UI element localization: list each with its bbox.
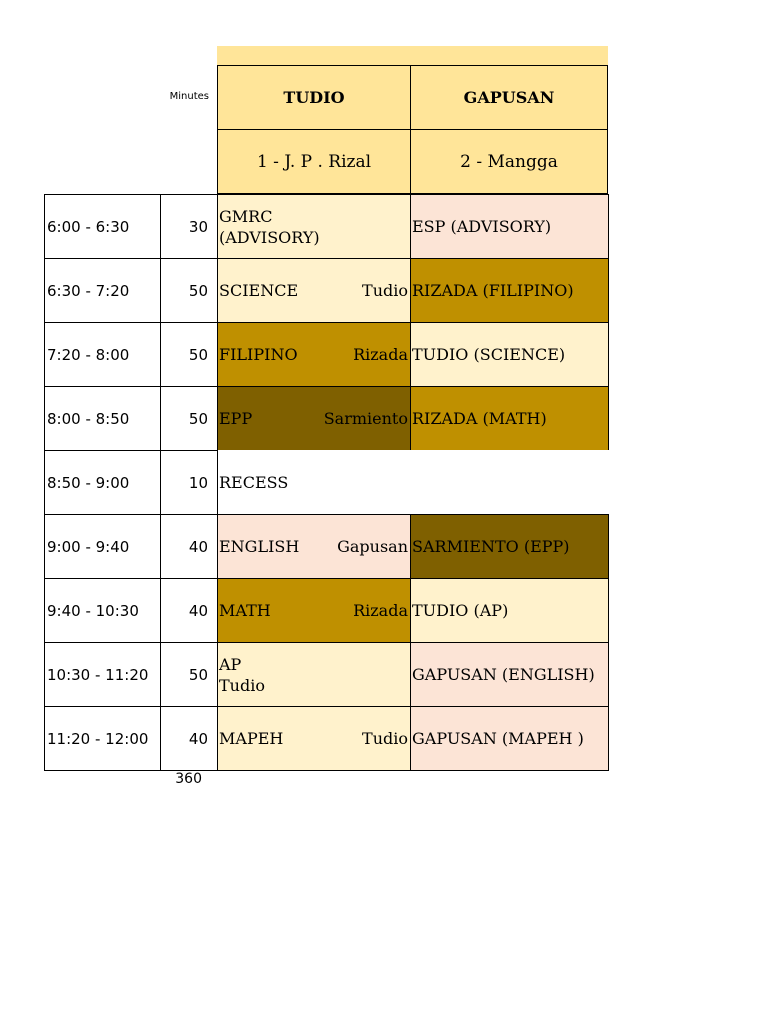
teacher-label: Gapusan xyxy=(337,537,408,556)
minutes-cell xyxy=(160,706,219,771)
total-minutes: 360 xyxy=(175,771,202,787)
section1-subject-cell xyxy=(217,386,412,451)
subject-label: GAPUSAN (MAPEH ) xyxy=(412,729,584,748)
section2-subject-cell xyxy=(410,322,609,387)
time-slot-cell xyxy=(44,386,162,451)
section1-subject-cell xyxy=(217,450,412,515)
teacher-label: Sarmiento xyxy=(323,409,408,428)
minutes-value: 40 xyxy=(188,729,208,748)
subject-label: MATH xyxy=(219,601,271,620)
minutes-value: 50 xyxy=(188,409,208,428)
subject-label: EPP xyxy=(219,409,253,428)
minutes-value: 40 xyxy=(188,601,208,620)
subject-label: GAPUSAN (ENGLISH) xyxy=(412,665,595,684)
section2-subject-cell xyxy=(410,642,609,707)
time-slot: 10:30 - 11:20 xyxy=(47,665,149,684)
minutes-cell xyxy=(160,194,219,259)
time-slot-cell xyxy=(44,706,162,771)
subject-label: SARMIENTO (EPP) xyxy=(412,537,570,556)
time-slot: 6:30 - 7:20 xyxy=(47,281,130,300)
teacher-label: Tudio xyxy=(362,281,408,300)
section1-subject-cell xyxy=(217,642,412,707)
subject-label: TUDIO (SCIENCE) xyxy=(412,345,566,364)
minutes-cell xyxy=(160,642,219,707)
section-header-label: 2 - Mangga xyxy=(460,151,558,172)
time-slot-cell xyxy=(44,194,162,259)
section2-subject-cell xyxy=(410,386,609,451)
minutes-value: 40 xyxy=(188,537,208,556)
time-slot-cell xyxy=(44,514,162,579)
subject-label: AP xyxy=(219,654,242,674)
header-top-strip xyxy=(217,46,608,65)
section1-subject-cell xyxy=(217,322,412,387)
minutes-value: 50 xyxy=(188,345,208,364)
teacher-label: Tudio xyxy=(219,675,265,695)
time-slot: 8:00 - 8:50 xyxy=(47,409,130,428)
teacher-label: (ADVISORY) xyxy=(219,227,320,247)
subject-label: SCIENCE xyxy=(219,281,299,300)
time-slot: 9:00 - 9:40 xyxy=(47,537,130,556)
minutes-cell xyxy=(160,514,219,579)
section-header-label: 1 - J. P . Rizal xyxy=(256,151,372,172)
minutes-cell xyxy=(160,386,219,451)
minutes-cell xyxy=(160,450,219,515)
minutes-value: 50 xyxy=(188,281,208,300)
time-slot: 11:20 - 12:00 xyxy=(47,729,149,748)
subject-label: ESP (ADVISORY) xyxy=(412,217,552,236)
time-slot: 8:50 - 9:00 xyxy=(47,473,130,492)
teacher-header-tudio xyxy=(217,65,411,130)
time-slot: 7:20 - 8:00 xyxy=(47,345,130,364)
section2-subject-cell xyxy=(410,514,609,579)
time-slot-cell xyxy=(44,450,162,515)
minutes-value: 30 xyxy=(188,217,208,236)
minutes-value: 50 xyxy=(188,665,208,684)
minutes-cell xyxy=(160,258,219,323)
subject-label: GMRC xyxy=(219,206,273,226)
subject-label: FILIPINO xyxy=(219,345,298,364)
minutes-cell xyxy=(160,322,219,387)
minutes-label: Minutes xyxy=(169,91,209,102)
subject-label: RIZADA (MATH) xyxy=(412,409,547,428)
time-slot: 6:00 - 6:30 xyxy=(47,217,130,236)
minutes-value: 10 xyxy=(188,473,208,492)
section2-subject-cell xyxy=(410,578,609,643)
subject-label: RECESS xyxy=(219,473,289,492)
subject-label: RIZADA (FILIPINO) xyxy=(412,281,574,300)
time-slot: 9:40 - 10:30 xyxy=(47,601,139,620)
subject-label: ENGLISH xyxy=(219,537,300,556)
section1-subject-cell xyxy=(217,706,412,771)
teacher-label: Rizada xyxy=(353,601,408,620)
subject-label: MAPEH xyxy=(219,729,284,748)
time-slot-cell xyxy=(44,642,162,707)
section1-subject-cell xyxy=(217,578,412,643)
teacher-header-label: TUDIO xyxy=(283,88,345,107)
time-slot-cell xyxy=(44,322,162,387)
teacher-header-label: GAPUSAN xyxy=(463,88,555,107)
time-slot-cell xyxy=(44,578,162,643)
section-header-mangga xyxy=(410,129,608,194)
section-header-rizal xyxy=(217,129,411,194)
teacher-label: Tudio xyxy=(362,729,408,748)
subject-label: TUDIO (AP) xyxy=(412,601,509,620)
section2-subject-cell xyxy=(410,706,609,771)
section1-subject-cell xyxy=(217,194,412,259)
section2-subject-cell xyxy=(410,258,609,323)
teacher-label: Rizada xyxy=(353,345,408,364)
section1-subject-cell xyxy=(217,258,412,323)
section1-subject-cell xyxy=(217,514,412,579)
section2-subject-cell xyxy=(410,450,609,515)
time-slot-cell xyxy=(44,258,162,323)
teacher-header-gapusan xyxy=(410,65,608,130)
minutes-cell xyxy=(160,578,219,643)
section2-subject-cell xyxy=(410,194,609,259)
